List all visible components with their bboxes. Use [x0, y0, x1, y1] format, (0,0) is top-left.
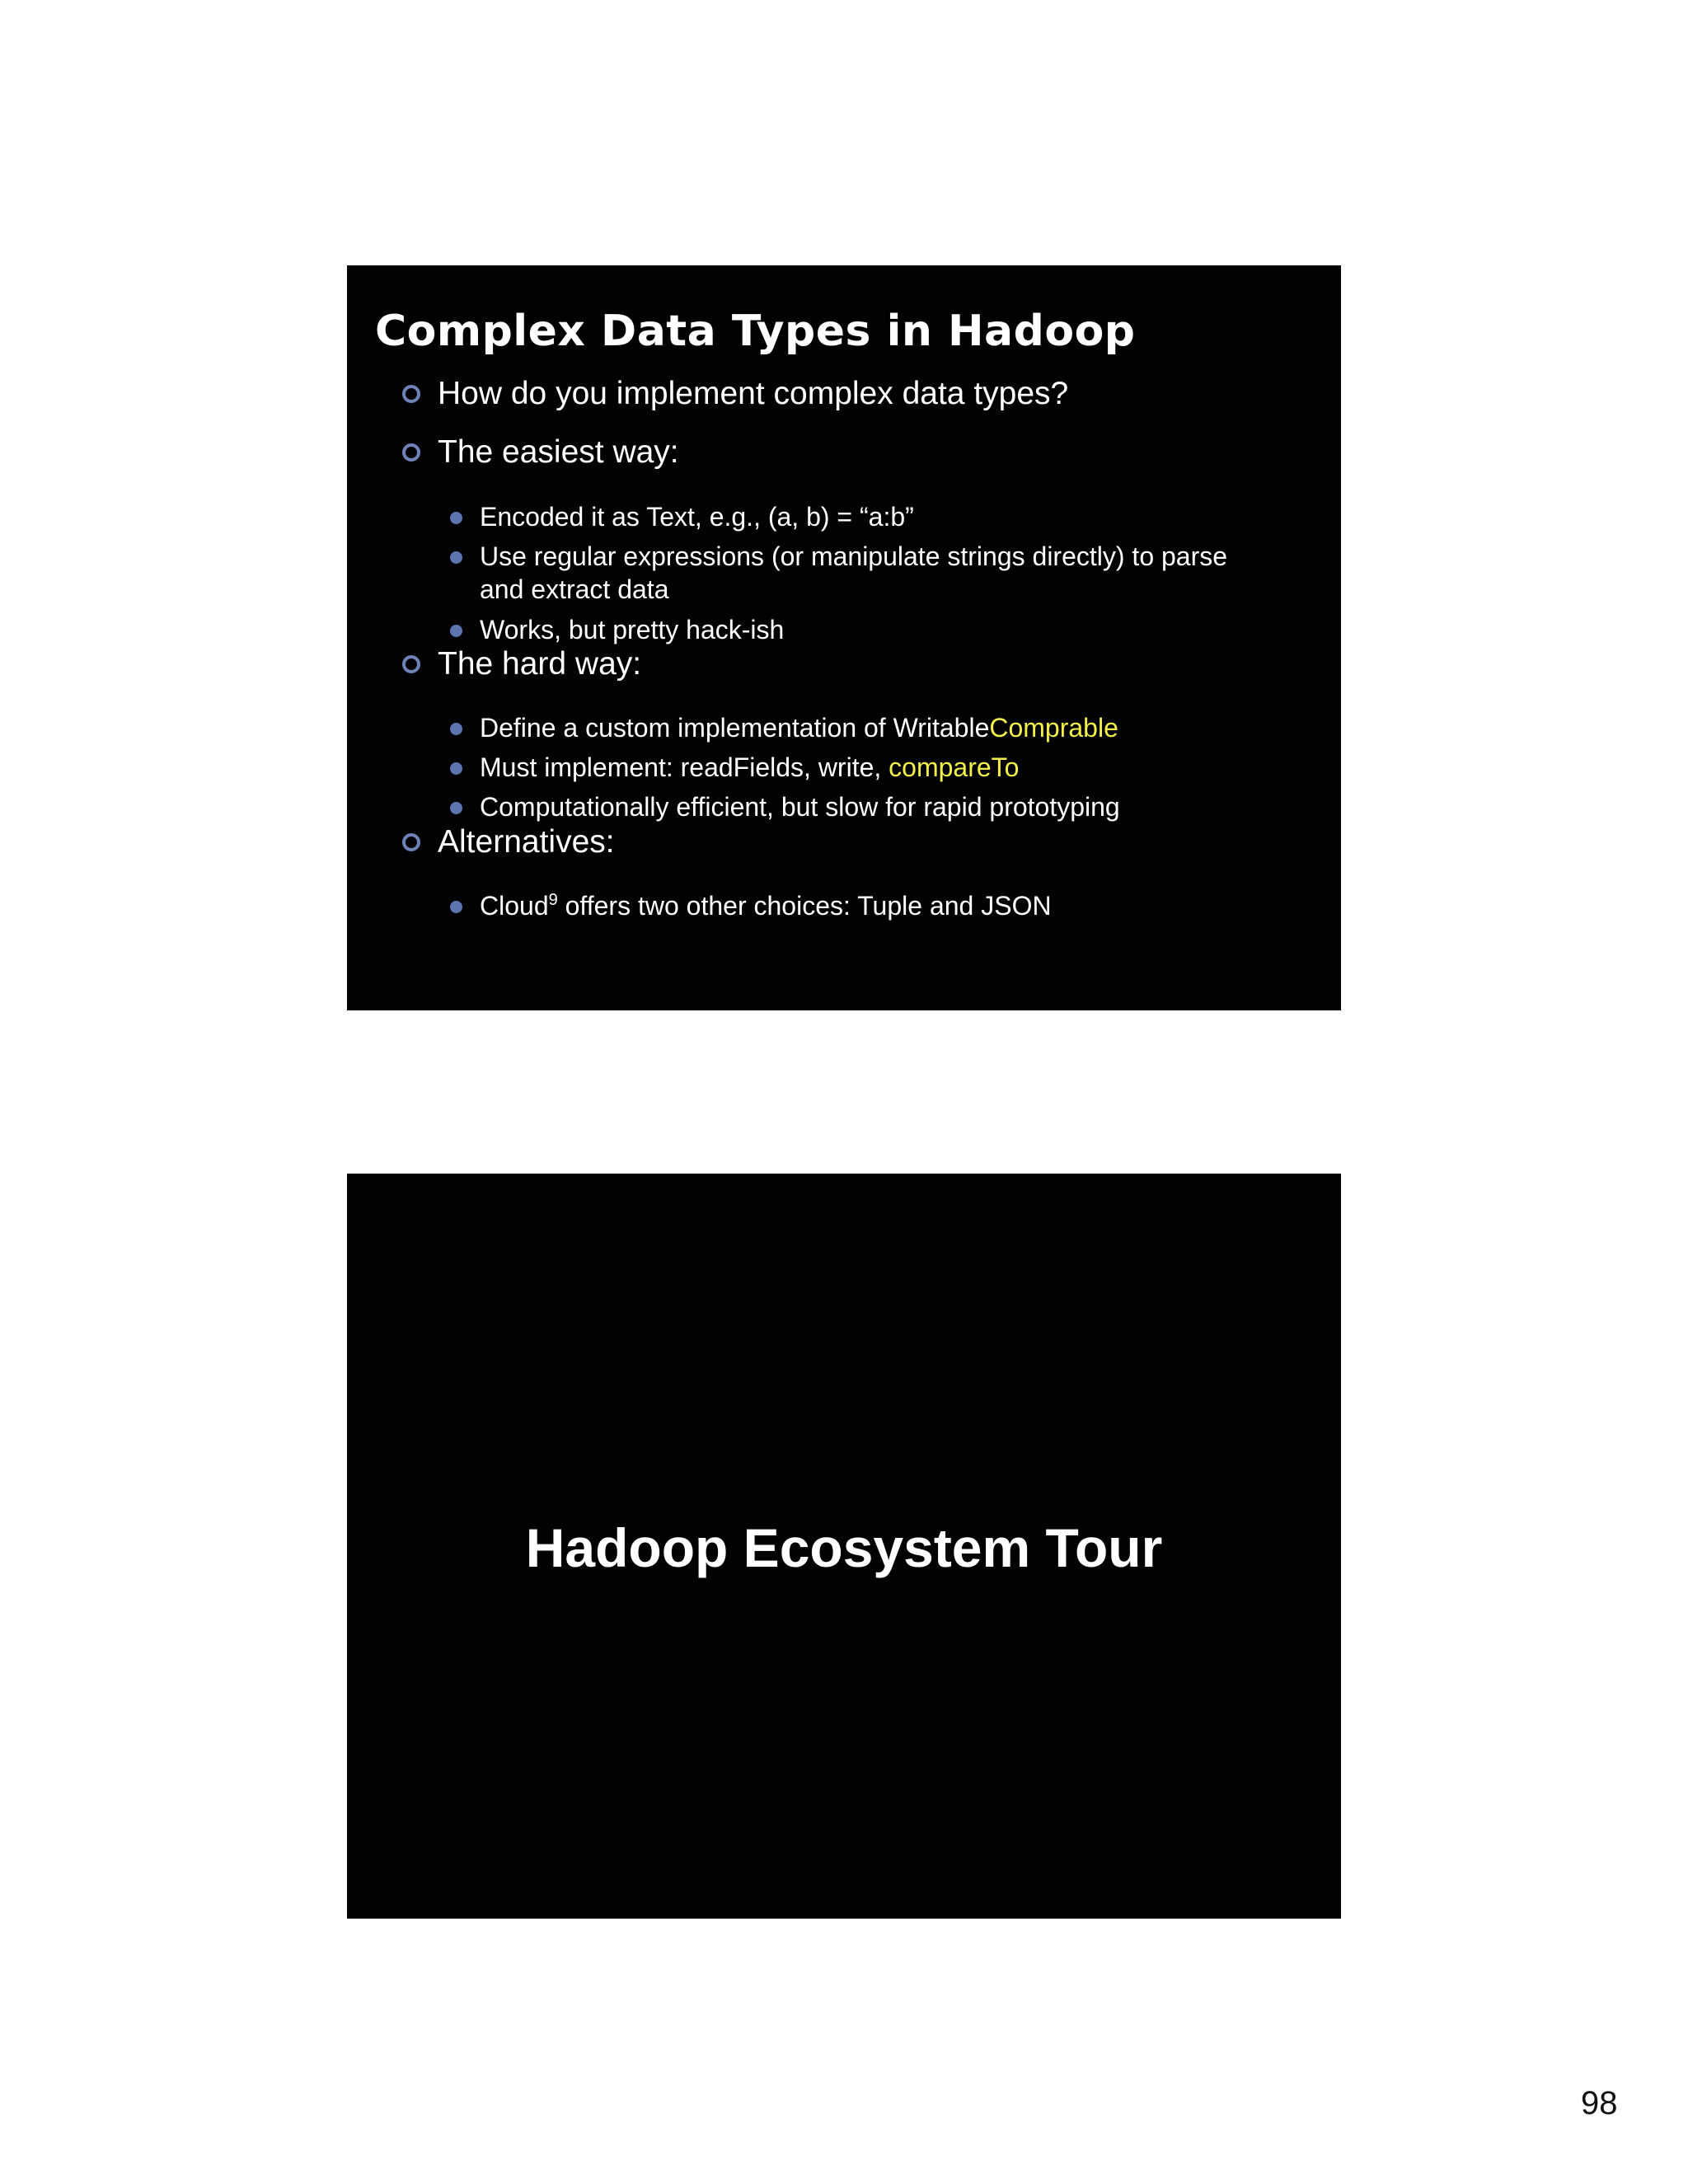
ring-bullet-icon [402, 443, 420, 462]
dot-bullet-icon [450, 551, 462, 564]
slide-complex-data-types [347, 265, 1341, 1010]
dot-bullet-icon [450, 762, 462, 775]
dot-bullet-icon [450, 512, 462, 524]
bullet-level2 [480, 751, 1019, 784]
bullet-text: Cloud [480, 891, 549, 921]
bullet-level2 [480, 889, 1052, 922]
bullet-level2 [480, 711, 1118, 744]
bullet-level2: Computationally efficient, but slow for rapid prototyping [480, 792, 1120, 822]
dot-bullet-icon [450, 723, 462, 735]
dot-bullet-icon [450, 625, 462, 637]
superscript: 9 [548, 891, 558, 909]
ring-bullet-icon [402, 385, 420, 403]
dot-bullet-icon [450, 802, 462, 814]
bullet-text: offers two other choices: Tuple and JSON [557, 891, 1052, 921]
page-number: 98 [1581, 2085, 1618, 2121]
bullet-text: Must implement: readFields, write, [480, 752, 889, 782]
bullet-text: Define a custom implementation of Writable [480, 713, 990, 743]
bullet-level2: Use regular expressions (or manipulate strings directly) to parse [480, 541, 1228, 571]
ring-bullet-icon [402, 833, 420, 851]
bullet-level1: How do you implement complex data types? [438, 376, 1069, 411]
bullet-level1: The easiest way: [438, 434, 679, 470]
bullet-level1: The hard way: [438, 646, 642, 682]
bullet-level2-continuation: and extract data [480, 574, 669, 604]
slide-section-title [347, 1174, 1341, 1919]
bullet-level1: Alternatives: [438, 824, 615, 860]
bullet-level2: Works, but pretty hack-ish [480, 615, 785, 644]
section-title: Hadoop Ecosystem Tour [525, 1517, 1163, 1578]
bullet-level2: Encoded it as Text, e.g., (a, b) = “a:b” [480, 502, 914, 532]
highlight-text: Comprable [989, 713, 1118, 743]
slide-title: Complex Data Types in Hadoop [375, 307, 1136, 356]
highlight-text: compareTo [889, 752, 1020, 782]
dot-bullet-icon [450, 901, 462, 913]
ring-bullet-icon [402, 655, 420, 673]
